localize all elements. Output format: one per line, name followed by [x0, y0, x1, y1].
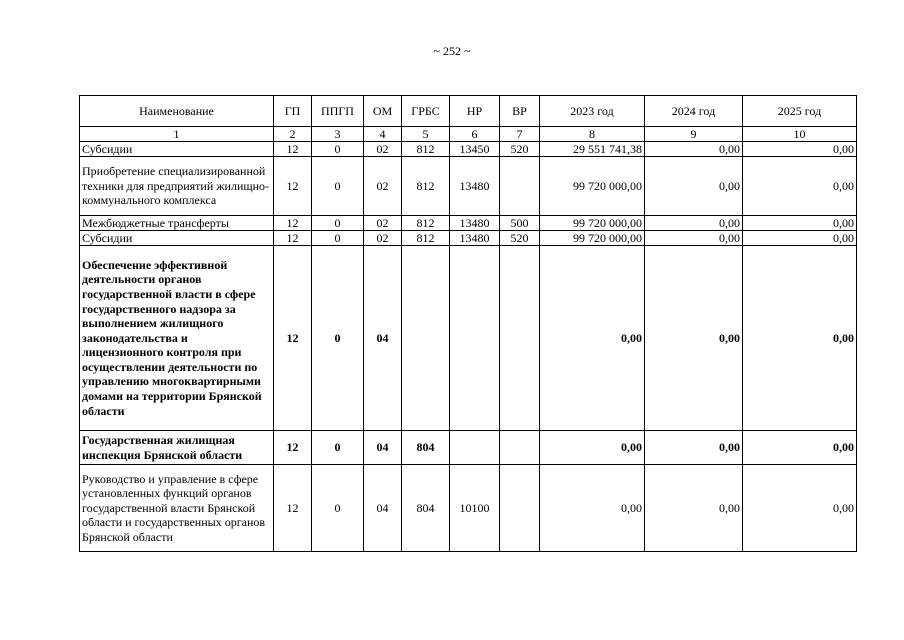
row-name: Субсидии: [80, 231, 274, 246]
row-grbs: 812: [402, 142, 450, 157]
table-row: [80, 216, 857, 231]
column-number: 3: [312, 127, 364, 142]
row-grbs: 804: [402, 465, 450, 552]
column-number: 5: [402, 127, 450, 142]
column-number: 7: [500, 127, 540, 142]
column-number: 1: [80, 127, 274, 142]
header-om: ОМ: [364, 96, 402, 127]
row-nr: 10100: [450, 465, 500, 552]
row-2023: 99 720 000,00: [540, 231, 645, 246]
page-number: ~ 252 ~: [433, 44, 471, 58]
table-row: [80, 465, 857, 552]
budget-table: [79, 95, 857, 552]
row-vr: 520: [500, 142, 540, 157]
row-vr: [500, 157, 540, 216]
row-ppgp: 0: [312, 216, 364, 231]
row-gp: 12: [274, 231, 312, 246]
table-row: [80, 142, 857, 157]
row-vr: 500: [500, 216, 540, 231]
row-gp: 12: [274, 431, 312, 465]
row-gp: 12: [274, 142, 312, 157]
header-name: Наименование: [80, 96, 274, 127]
row-om: 02: [364, 231, 402, 246]
row-gp: 12: [274, 157, 312, 216]
row-2024: 0,00: [645, 231, 743, 246]
row-2024: 0,00: [645, 142, 743, 157]
row-nr: [450, 431, 500, 465]
row-vr: [500, 465, 540, 552]
row-2023: 0,00: [540, 246, 645, 431]
row-nr: 13480: [450, 231, 500, 246]
row-om: 02: [364, 216, 402, 231]
row-2025: 0,00: [743, 465, 857, 552]
header-ppgp: ППГП: [312, 96, 364, 127]
table-row: [80, 231, 857, 246]
row-ppgp: 0: [312, 431, 364, 465]
header-row: [80, 96, 857, 127]
row-name: Субсидии: [80, 142, 274, 157]
row-2023: 99 720 000,00: [540, 157, 645, 216]
header-nr: НР: [450, 96, 500, 127]
row-grbs: 804: [402, 431, 450, 465]
column-number: 10: [743, 127, 857, 142]
table-row: [80, 157, 857, 216]
row-2025: 0,00: [743, 246, 857, 431]
row-name: Государственная жилищная инспекция Брянской области: [80, 431, 274, 465]
row-om: 02: [364, 142, 402, 157]
column-number: 6: [450, 127, 500, 142]
row-grbs: 812: [402, 157, 450, 216]
row-2024: 0,00: [645, 465, 743, 552]
row-name: Межбюджетные трансферты: [80, 216, 274, 231]
row-2024: 0,00: [645, 216, 743, 231]
row-om: 04: [364, 465, 402, 552]
header-vr: ВР: [500, 96, 540, 127]
row-2023: 0,00: [540, 431, 645, 465]
row-name: Руководство и управление в сфере установленных функций органов государственной власти Брянской области и государственных органов Брянской области: [80, 465, 274, 552]
row-vr: [500, 431, 540, 465]
row-gp: 12: [274, 246, 312, 431]
row-2025: 0,00: [743, 142, 857, 157]
row-2023: 0,00: [540, 465, 645, 552]
column-number: 8: [540, 127, 645, 142]
row-ppgp: 0: [312, 142, 364, 157]
row-gp: 12: [274, 216, 312, 231]
row-ppgp: 0: [312, 157, 364, 216]
row-name: Обеспечение эффективной деятельности органов государственной власти в сфере государственного надзора за выполнением жилищного законодательства и лицензионного контроля при осуществлении деятельности по управлению многоквартирными домами на территории Брянской области: [80, 246, 274, 431]
header-2024: 2024 год: [645, 96, 743, 127]
column-number: 4: [364, 127, 402, 142]
row-2023: 99 720 000,00: [540, 216, 645, 231]
row-vr: 520: [500, 231, 540, 246]
row-om: 04: [364, 246, 402, 431]
row-om: 02: [364, 157, 402, 216]
row-ppgp: 0: [312, 246, 364, 431]
row-grbs: 812: [402, 216, 450, 231]
column-number: 2: [274, 127, 312, 142]
row-ppgp: 0: [312, 231, 364, 246]
row-ppgp: 0: [312, 465, 364, 552]
row-2024: 0,00: [645, 431, 743, 465]
row-nr: 13450: [450, 142, 500, 157]
row-nr: 13480: [450, 216, 500, 231]
row-2025: 0,00: [743, 216, 857, 231]
row-gp: 12: [274, 465, 312, 552]
row-2024: 0,00: [645, 157, 743, 216]
header-2025: 2025 год: [743, 96, 857, 127]
row-2025: 0,00: [743, 157, 857, 216]
row-2024: 0,00: [645, 246, 743, 431]
row-grbs: [402, 246, 450, 431]
row-2025: 0,00: [743, 231, 857, 246]
row-name: Приобретение специализированной техники для предприятий жилищно-коммунального комплекса: [80, 157, 274, 216]
table-row: [80, 431, 857, 465]
row-nr: [450, 246, 500, 431]
column-number-row: [80, 127, 857, 142]
row-2025: 0,00: [743, 431, 857, 465]
row-nr: 13480: [450, 157, 500, 216]
table-row: [80, 246, 857, 431]
row-vr: [500, 246, 540, 431]
row-2023: 29 551 741,38: [540, 142, 645, 157]
header-gp: ГП: [274, 96, 312, 127]
row-grbs: 812: [402, 231, 450, 246]
column-number: 9: [645, 127, 743, 142]
row-om: 04: [364, 431, 402, 465]
header-grbs: ГРБС: [402, 96, 450, 127]
header-2023: 2023 год: [540, 96, 645, 127]
